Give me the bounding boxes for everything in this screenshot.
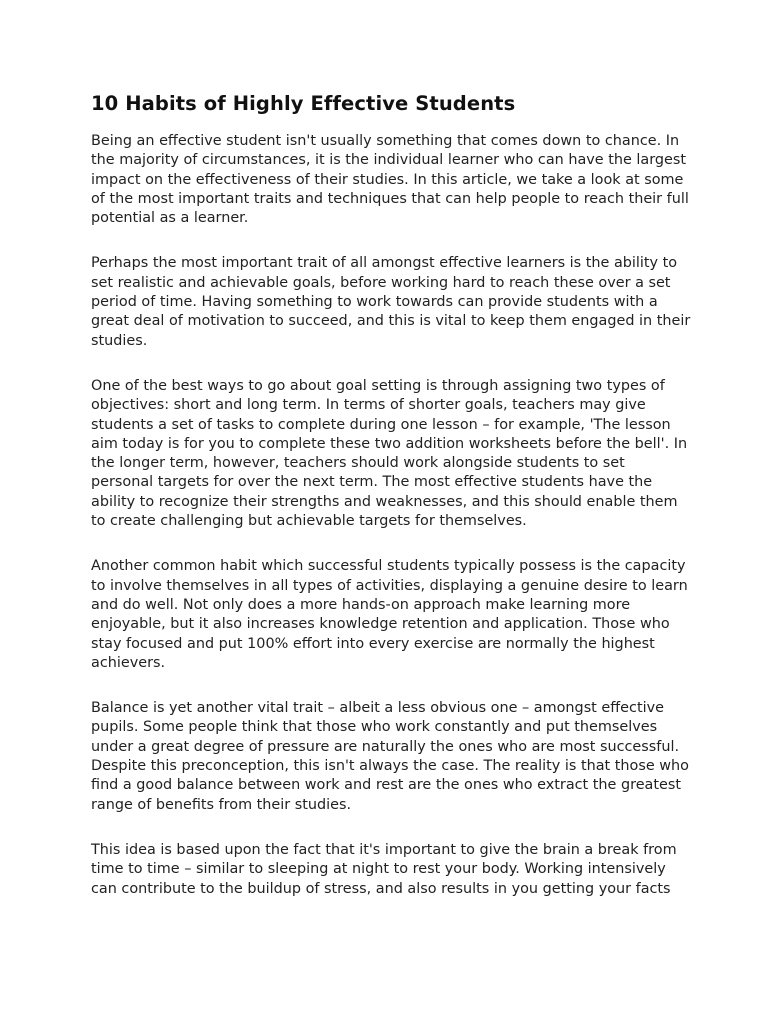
paragraph-goals: Perhaps the most important trait of all amongst effective learners is the ability to set realistic and achievable goals, before working hard to reach these over a set period of time. Having something to work towards can provide students with a great deal of motivation to succeed, and this is vital to keep them engaged in their studies.: [91, 255, 691, 349]
paragraph-involvement: Another common habit which successful students typically possess is the capacity to involve themselves in all types of activities, displaying a genuine desire to learn and do well. Not only does a more hands-on approach make learning more enjoyable, but it also increases knowledge retention and application. Those who stay focused and put 100% effort into every exercise are normally the highest achievers.: [91, 558, 688, 671]
paragraph-goal-types: One of the best ways to go about goal setting is through assigning two types of objectives: short and long term. In terms of shorter goals, teachers may give students a set of tasks to complete during one lesson – for example, 'The lesson aim today is for you to complete these two addition worksheets before the bell'. In the longer term, however, teachers should work alongside students to set personal targets for over the next term. The most effective students have the ability to recognize their strengths and weaknesses, and this should enable them to create challenging but achievable targets for themselves.: [91, 377, 688, 530]
paragraph-intro: Being an effective student isn't usually something that comes down to chance. In the majority of circumstances, it is the individual learner who can have the largest impact on the effectiveness of their studies. In this article, we take a look at some of the most important traits and techniques that can help people to reach their full potential as a learner.: [91, 133, 689, 227]
article-title: 10 Habits of Highly Effective Students: [91, 92, 516, 115]
paragraph-balance: Balance is yet another vital trait – albeit a less obvious one – amongst effective pupils. Some people think that those who work constantly and put themselves under a great degree of pressure are naturally the ones who are most successful. Despite this preconception, this isn't always the case. The reality is that those who find a good balance between work and rest are the ones who extract the greatest range of benefits from their studies.: [91, 700, 689, 813]
article-body: [91, 90, 691, 925]
paragraph-rest: This idea is based upon the fact that it's important to give the brain a break from time to time – similar to sleeping at night to rest your body. Working intensively can contribute to the buildup of stress, and also results in you getting your facts: [91, 841, 677, 897]
